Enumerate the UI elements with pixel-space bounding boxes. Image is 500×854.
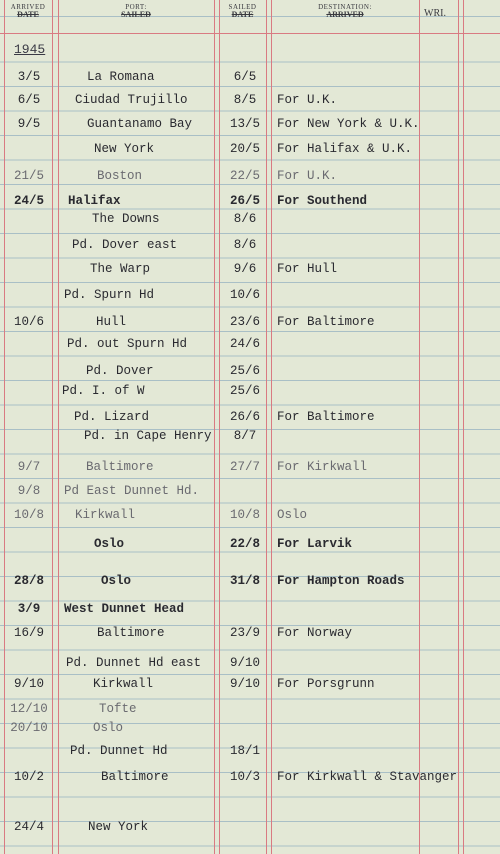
- port-name: Pd. in Cape Henry: [84, 429, 212, 443]
- port-name: Pd. I. of W: [62, 384, 145, 398]
- header-sailed: [219, 3, 266, 19]
- ledger-row: [0, 537, 500, 555]
- port-name: Pd. Dover: [86, 364, 154, 378]
- ledger-row: [0, 238, 500, 256]
- arrived-date: 6/5: [17, 93, 41, 107]
- ledger-row: [0, 460, 500, 478]
- arrived-date: 12/10: [10, 702, 48, 716]
- port-name: Halifax: [68, 194, 121, 208]
- arrived-date: 20/10: [10, 721, 48, 735]
- destination-text: For Hampton Roads: [277, 574, 405, 588]
- arrived-date: 9/8: [17, 484, 41, 498]
- sailed-date: 31/8: [229, 574, 260, 588]
- port-name: Pd. Dunnet Hd: [70, 744, 168, 758]
- port-name: West Dunnet Head: [64, 602, 185, 616]
- ledger-row: [0, 626, 500, 644]
- ledger-row: [0, 315, 500, 333]
- arrived-date: 16/9: [13, 626, 44, 640]
- destination-text: For Halifax & U.K.: [277, 142, 413, 156]
- ledger-row: [0, 744, 500, 762]
- ledger-row: [0, 429, 500, 447]
- port-name: Baltimore: [101, 770, 169, 784]
- destination-text: For Kirkwall: [277, 460, 368, 474]
- port-name: The Warp: [90, 262, 151, 276]
- sailed-date: 9/6: [233, 262, 257, 276]
- port-name: Pd. out Spurn Hd: [67, 337, 188, 351]
- arrived-date: 3/5: [17, 70, 41, 84]
- ledger-row: [0, 508, 500, 526]
- destination-text: For Baltimore: [277, 410, 375, 424]
- header-arrived: [4, 3, 52, 19]
- port-name: The Downs: [92, 212, 160, 226]
- ledger-row: [0, 702, 500, 720]
- ledger-row: [0, 169, 500, 187]
- arrived-date: 9/7: [17, 460, 41, 474]
- header-sailed-struck: DATE: [231, 10, 254, 19]
- arrived-date: 10/8: [13, 508, 44, 522]
- sailed-date: 18/1: [229, 744, 260, 758]
- ledger-row: [0, 770, 500, 788]
- arrived-date: 9/5: [17, 117, 41, 131]
- sailed-date: 26/5: [229, 194, 260, 208]
- sailed-date: 8/7: [233, 429, 257, 443]
- sailed-date: 22/8: [229, 537, 260, 551]
- destination-text: For Baltimore: [277, 315, 375, 329]
- port-name: La Romana: [87, 70, 155, 84]
- sailed-date: 23/9: [229, 626, 260, 640]
- header-destination-struck: ARRIVED: [326, 10, 364, 19]
- header-port-label: PORT:: [125, 3, 147, 11]
- ledger-row: [0, 288, 500, 306]
- port-name: Kirkwall: [93, 677, 154, 691]
- port-name: New York: [88, 820, 149, 834]
- sailed-date: 27/7: [229, 460, 260, 474]
- ledger-row: [0, 721, 500, 739]
- ledger-row: [0, 70, 500, 88]
- ledger-row: [0, 364, 500, 382]
- sailed-date: 25/6: [229, 364, 260, 378]
- destination-text: For Porsgrunn: [277, 677, 375, 691]
- ledger-row: [0, 677, 500, 695]
- sailed-date: 6/5: [233, 70, 257, 84]
- arrived-date: 24/5: [13, 194, 44, 208]
- sailed-date: 22/5: [229, 169, 260, 183]
- port-name: Hull: [96, 315, 127, 329]
- ledger-row: [0, 117, 500, 135]
- sailed-date: 10/8: [229, 508, 260, 522]
- port-name: Ciudad Trujillo: [75, 93, 188, 107]
- ledger-row: [0, 656, 500, 674]
- destination-text: For U.K.: [277, 93, 338, 107]
- destination-text: For Hull: [277, 262, 338, 276]
- port-name: Pd. Dover east: [72, 238, 178, 252]
- sailed-date: 10/3: [229, 770, 260, 784]
- ledger-row: [0, 820, 500, 838]
- destination-text: For New York & U.K.: [277, 117, 420, 131]
- ledger-row: [0, 410, 500, 428]
- destination-text: For Kirkwall & Stavanger: [277, 770, 458, 784]
- port-name: Pd. Dunnet Hd east: [66, 656, 202, 670]
- port-name: Baltimore: [97, 626, 165, 640]
- destination-text: For Southend: [277, 194, 368, 208]
- header-divider: [0, 33, 500, 34]
- ledger-row: [0, 262, 500, 280]
- arrived-date: 28/8: [13, 574, 44, 588]
- sailed-date: 24/6: [229, 337, 260, 351]
- ledger-row: [0, 93, 500, 111]
- arrived-date: 3/9: [17, 602, 41, 616]
- arrived-date: 24/4: [13, 820, 44, 834]
- sailed-date: 26/6: [229, 410, 260, 424]
- header-sailed-label: SAILED: [228, 3, 257, 11]
- arrived-date: 10/2: [13, 770, 44, 784]
- port-name: Pd East Dunnet Hd.: [64, 484, 200, 498]
- destination-text: For Norway: [277, 626, 353, 640]
- port-name: Boston: [97, 169, 143, 183]
- sailed-date: 25/6: [229, 384, 260, 398]
- sailed-date: 9/10: [229, 656, 260, 670]
- sailed-date: 8/6: [233, 212, 257, 226]
- year-heading: 1945: [14, 42, 46, 57]
- port-name: Baltimore: [86, 460, 154, 474]
- sailed-date: 23/6: [229, 315, 260, 329]
- port-name: Guantanamo Bay: [87, 117, 193, 131]
- header-arrived-label: ARRIVED: [10, 3, 46, 11]
- ledger-row: [0, 194, 500, 212]
- ledger-row: [0, 384, 500, 402]
- sailed-date: 9/10: [229, 677, 260, 691]
- port-name: Tofte: [99, 702, 137, 716]
- port-name: Oslo: [101, 574, 132, 588]
- sailed-date: 10/6: [229, 288, 260, 302]
- header-destination: [271, 3, 419, 19]
- destination-text: For Larvik: [277, 537, 353, 551]
- ledger-row: [0, 574, 500, 592]
- ledger-row: [0, 142, 500, 160]
- port-name: Oslo: [94, 537, 125, 551]
- port-name: Pd. Lizard: [74, 410, 150, 424]
- destination-text: Oslo: [277, 508, 308, 522]
- sailed-date: 13/5: [229, 117, 260, 131]
- arrived-date: 10/6: [13, 315, 44, 329]
- header-port-struck: SAILED: [121, 10, 151, 19]
- ledger-row: [0, 602, 500, 620]
- header-arrived-struck: DATE: [17, 10, 39, 19]
- sailed-date: 8/5: [233, 93, 257, 107]
- sailed-date: 20/5: [229, 142, 260, 156]
- header-wri: WRI.: [424, 8, 446, 19]
- arrived-date: 21/5: [13, 169, 44, 183]
- port-name: New York: [94, 142, 155, 156]
- header-port: [58, 3, 214, 19]
- destination-text: For U.K.: [277, 169, 338, 183]
- arrived-date: 9/10: [13, 677, 44, 691]
- header-destination-label: DESTINATION:: [318, 3, 372, 11]
- port-name: Kirkwall: [75, 508, 136, 522]
- ledger-row: [0, 484, 500, 502]
- port-name: Oslo: [93, 721, 124, 735]
- ledger-row: [0, 212, 500, 230]
- port-name: Pd. Spurn Hd: [64, 288, 155, 302]
- ledger-row: [0, 337, 500, 355]
- sailed-date: 8/6: [233, 238, 257, 252]
